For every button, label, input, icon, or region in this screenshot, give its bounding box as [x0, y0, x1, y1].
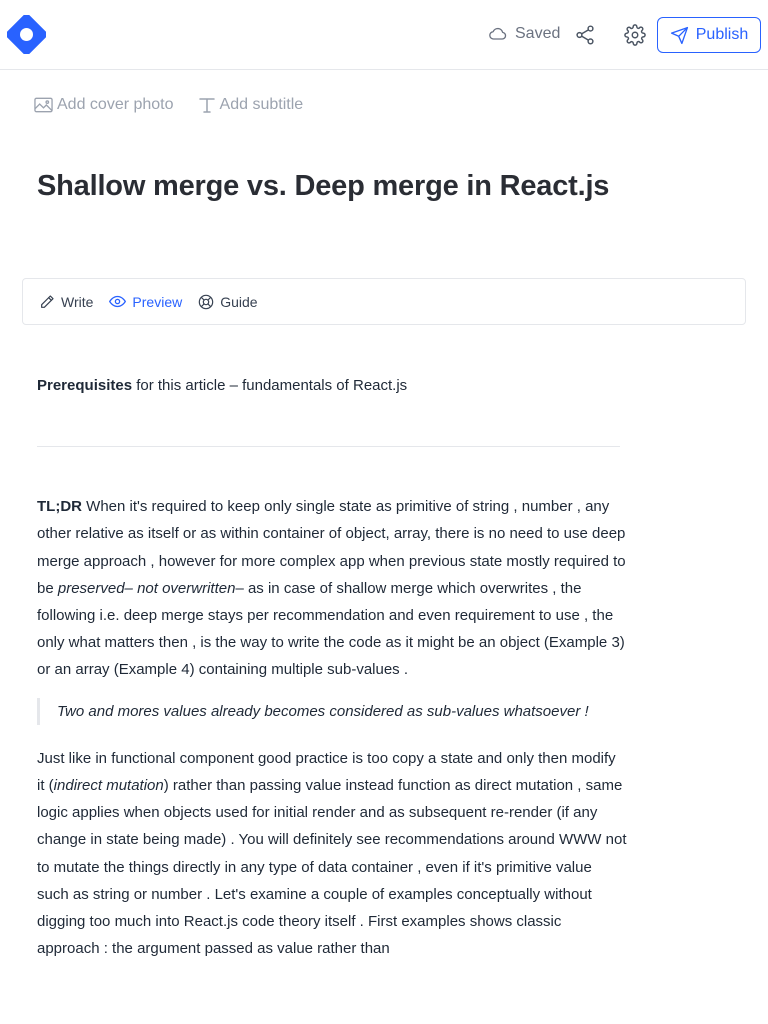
prerequisites-text: for this article – fundamentals of React.js [132, 377, 408, 394]
share-icon [574, 24, 596, 46]
tldr-emphasis: preserved– not overwritten [57, 579, 236, 597]
add-cover-photo-label: Add cover photo [57, 96, 174, 113]
gear-icon [624, 24, 646, 46]
divider [37, 446, 620, 447]
publish-label: Publish [695, 26, 749, 43]
tab-preview[interactable] [109, 293, 182, 310]
body-text-1: Just like in functional component good practice is too copy a state and only then modify it ( [37, 749, 616, 795]
prerequisites-paragraph [37, 372, 627, 399]
blockquote: Two and mores values already becomes considered as sub-values whatsoever ! [37, 698, 627, 725]
top-bar [0, 0, 768, 70]
body-paragraph [37, 745, 627, 963]
send-icon [670, 26, 689, 45]
tldr-text-2: – as in case of shallow merge which overwrites , the following i.e. deep merge stays per recommendation and even requirement to use , the only what matters then , is the way to write the code as it might be an object (Example 3) or an array (Example 4) containing multiple sub-values . [37, 579, 625, 679]
tldr-text-1: When it's required to keep only single state as primitive of string , number , any other relative as itself or as within container of object, array, there is no need to use deep merge approach , however for more complex app when previous state mostly required to be [37, 498, 626, 597]
tldr-label: TL;DR [37, 498, 82, 516]
save-status [488, 24, 560, 44]
add-subtitle-button[interactable] [198, 96, 304, 114]
body-emphasis: indirect mutation [53, 777, 164, 795]
prerequisites-label: Prerequisites [37, 377, 133, 394]
eye-icon [109, 293, 126, 310]
share-button[interactable] [573, 23, 597, 47]
text-icon [198, 96, 216, 114]
editor-tabs [22, 278, 746, 325]
add-cover-photo-button[interactable] [34, 96, 174, 114]
tab-preview-label: Preview [132, 293, 183, 310]
cover-actions [34, 96, 303, 114]
body-text-2: ) rather than passing value instead function as direct mutation , same logic applies when objects used for initial render and as subsequent re-render (if any change in state being made) . You will definitely see recommendations around WWW not to mutate the things directly in any type of data container , even if it's primitive value such as string or number . Let's examine a couple of examples conceptually without digging too much into React.js code theory itself . First examples shows classic approach : the argument passed as value rather than [37, 777, 627, 958]
save-status-label: Saved [515, 25, 561, 42]
app-logo-icon[interactable] [7, 15, 46, 54]
tab-guide-label: Guide [220, 293, 258, 310]
tab-write-label: Write [61, 293, 94, 310]
article-title[interactable]: Shallow merge vs. Deep merge in React.js [37, 170, 610, 202]
article-body [37, 372, 627, 974]
tab-write[interactable] [39, 294, 93, 310]
publish-button[interactable] [657, 17, 761, 53]
tab-guide[interactable] [198, 294, 257, 310]
image-icon [34, 97, 53, 113]
lifebuoy-icon [198, 294, 214, 310]
add-subtitle-label: Add subtitle [219, 96, 304, 113]
settings-button[interactable] [623, 23, 647, 47]
tldr-paragraph [37, 493, 627, 683]
cloud-icon [488, 24, 508, 44]
pencil-icon [39, 294, 55, 310]
